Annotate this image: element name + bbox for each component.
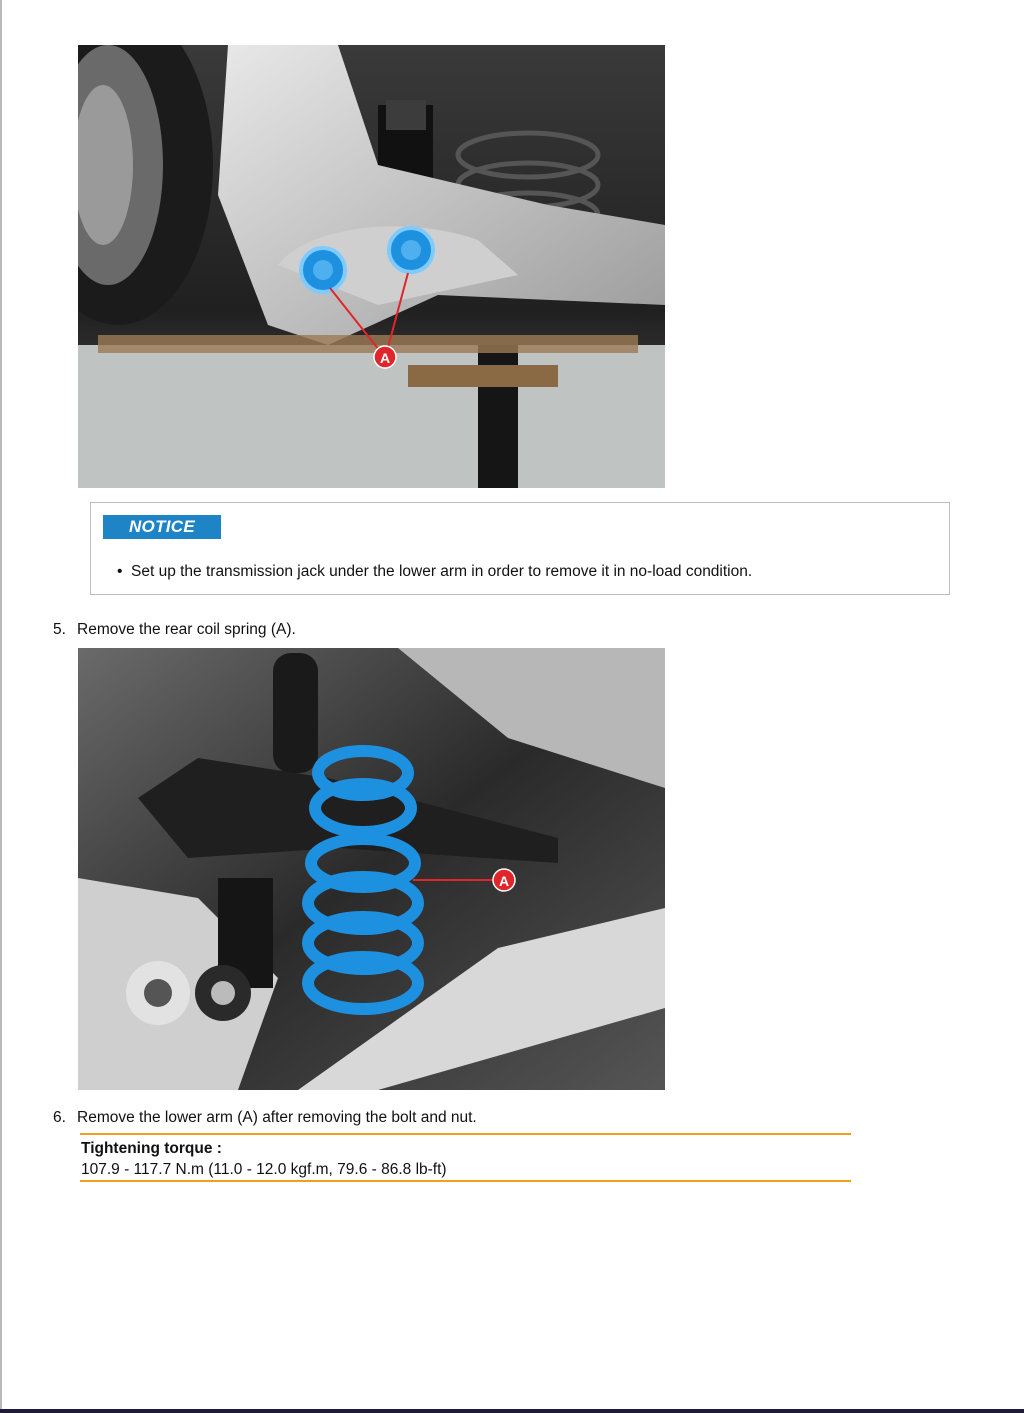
step-text: Remove the lower arm (A) after removing the bolt and nut. (77, 1109, 477, 1126)
step-6 (53, 1109, 477, 1127)
page-bottom-border (0, 1409, 1024, 1413)
notice-item-text: Set up the transmission jack under the lower arm in order to remove it in no-load condition. (131, 563, 753, 580)
torque-value: 107.9 - 117.7 N.m (11.0 - 12.0 kgf.m, 79.6 - 86.8 lb-ft) (81, 1161, 447, 1178)
bullet: • (117, 563, 123, 580)
callout-a-label: A (379, 350, 391, 366)
step-text: Remove the rear coil spring (A). (77, 621, 296, 638)
notice-text (117, 563, 752, 581)
callout-a-label: A (498, 873, 510, 889)
notice-badge: NOTICE (103, 515, 221, 539)
rear-coil-spring-photo (78, 648, 665, 1090)
page-left-border (0, 0, 2, 1413)
torque-title: Tightening torque : (81, 1140, 222, 1157)
step-number: 6. (53, 1109, 66, 1126)
lower-arm-bolts-photo (78, 45, 665, 488)
notice-box (90, 502, 950, 595)
tightening-torque-box (80, 1133, 851, 1182)
step-number: 5. (53, 621, 66, 638)
step-5 (53, 621, 296, 639)
